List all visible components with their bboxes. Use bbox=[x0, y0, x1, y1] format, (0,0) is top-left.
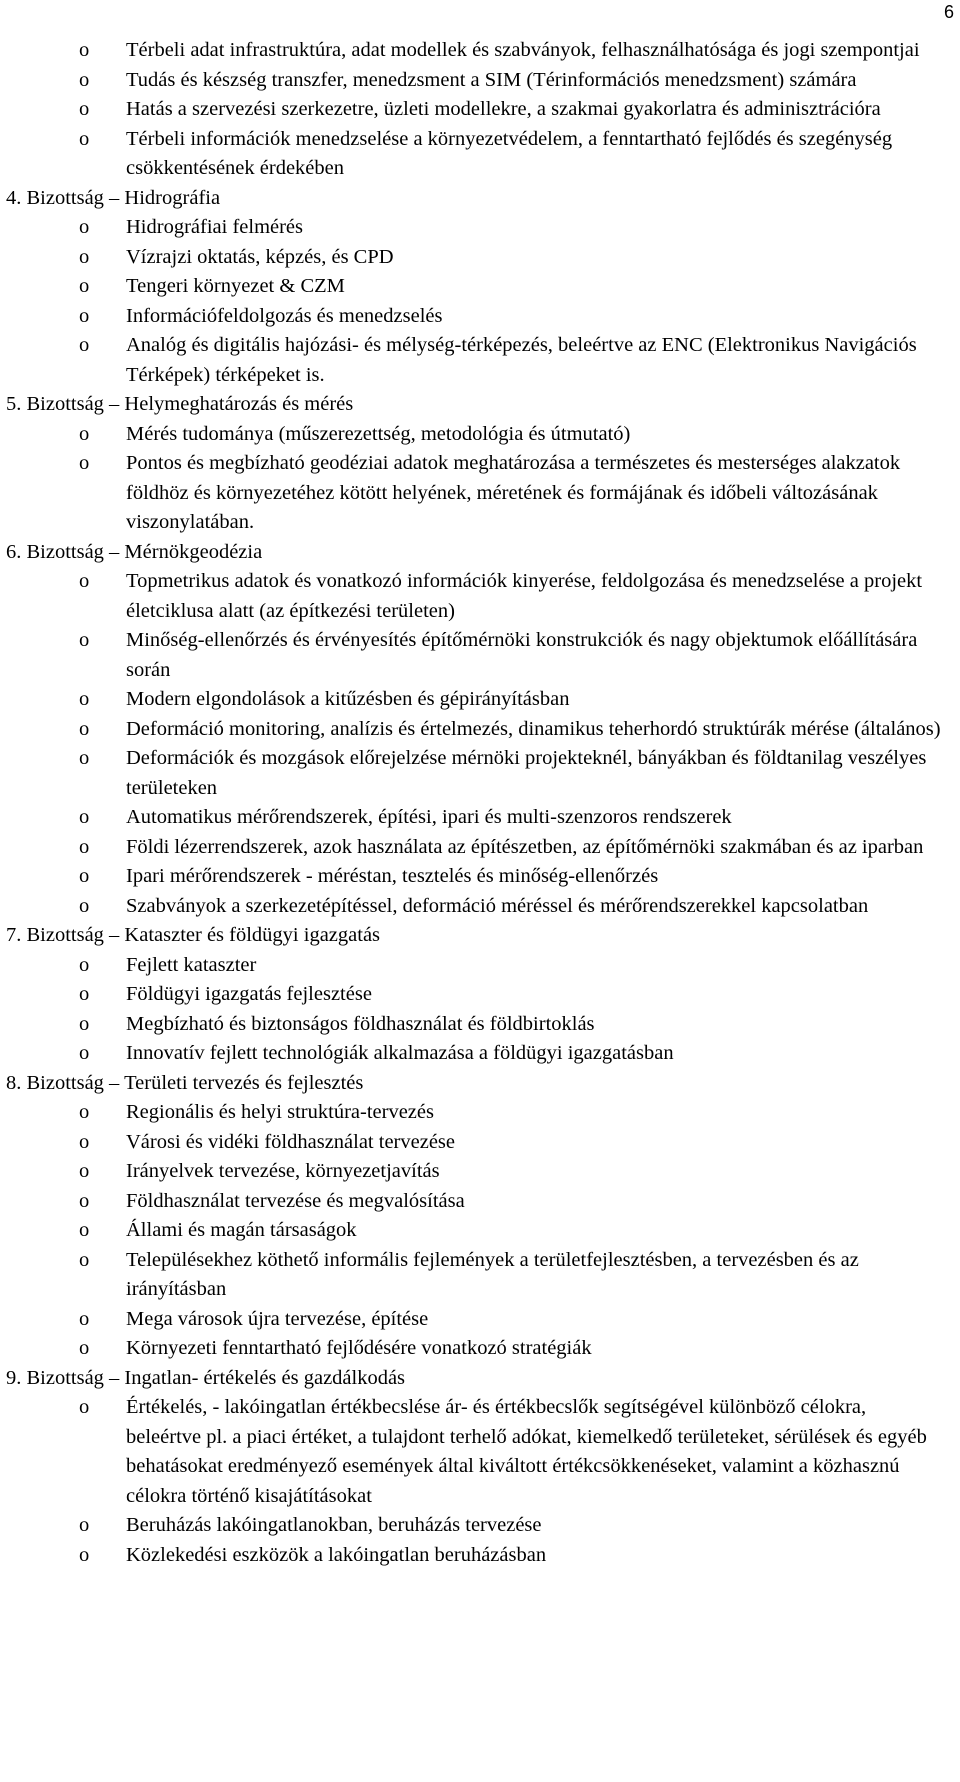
list-item-text: Közlekedési eszközök a lakóingatlan beruházásban bbox=[126, 1543, 547, 1566]
list-item-text: Modern elgondolások a kitűzésben és gépirányításban bbox=[126, 688, 570, 710]
list-item-text: Topmetrikus adatok és vonatkozó információk kinyerése, feldolgozása és menedzselése a projekt életciklusa alatt (az építkezési területen) bbox=[126, 570, 923, 622]
list-item-text: Vízrajzi oktatás, képzés, és CPD bbox=[126, 245, 394, 268]
bullet-icon: o bbox=[79, 304, 90, 327]
list-item bbox=[0, 715, 960, 745]
bullet-icon: o bbox=[79, 1219, 90, 1241]
section-heading: 6. Bizottság – Mérnökgeodézia bbox=[6, 540, 263, 563]
document-body bbox=[0, 36, 960, 1570]
list-item bbox=[0, 892, 960, 922]
list-item-text: Deformációk és mozgások előrejelzése mérnöki projekteknél, bányákban és földtanilag veszélyes területeken bbox=[126, 747, 927, 799]
list-item-text: Automatikus mérőrendszerek, építési, ipari és multi-szenzoros rendszerek bbox=[126, 806, 732, 828]
list-item-text: Állami és magán társaságok bbox=[126, 1219, 357, 1241]
bullet-icon: o bbox=[79, 1307, 90, 1330]
list-item-text: Információfeldolgozás és menedzselés bbox=[126, 304, 443, 327]
bullet-icon: o bbox=[79, 1337, 90, 1359]
list-item-text: Megbízható és biztonságos földhasználat és földbirtoklás bbox=[126, 1012, 595, 1035]
list-item bbox=[0, 1246, 960, 1305]
list-item bbox=[0, 833, 960, 863]
section-list bbox=[0, 1098, 960, 1364]
list-item-text: Minőség-ellenőrzés és érvényesítés építőmérnöki konstrukciók és nagy objektumok előállítására során bbox=[126, 629, 918, 681]
bullet-icon: o bbox=[79, 983, 90, 1005]
bullet-icon: o bbox=[79, 39, 90, 61]
bullet-icon: o bbox=[79, 422, 90, 445]
committee-section bbox=[0, 921, 960, 1069]
bullet-icon: o bbox=[79, 452, 90, 474]
bullet-icon: o bbox=[79, 747, 90, 769]
list-item bbox=[0, 243, 960, 273]
section-heading: 5. Bizottság – Helymeghatározás és mérés bbox=[6, 393, 354, 415]
list-item-text: Tudás és készség transzfer, menedzsment a SIM (Térinformációs menedzsment) számára bbox=[126, 68, 857, 91]
bullet-icon: o bbox=[79, 570, 90, 592]
list-item bbox=[0, 1393, 960, 1511]
list-item-text: Analóg és digitális hajózási- és mélység-térképezés, beleértve az ENC (Elektronikus Navigációs Térképek) térképeket is. bbox=[126, 334, 917, 386]
list-item bbox=[0, 272, 960, 302]
intro-list bbox=[0, 36, 960, 184]
bullet-icon: o bbox=[79, 1189, 90, 1212]
list-item bbox=[0, 1216, 960, 1246]
bullet-icon: o bbox=[79, 953, 90, 976]
list-item-text: Innovatív fejlett technológiák alkalmazása a földügyi igazgatásban bbox=[126, 1042, 674, 1064]
list-item-text: Szabványok a szerkezetépítéssel, deformáció méréssel és mérőrendszerekkel kapcsolatban bbox=[126, 894, 869, 917]
section-list bbox=[0, 1393, 960, 1570]
list-item-text: Regionális és helyi struktúra-tervezés bbox=[126, 1101, 434, 1123]
list-item-text: Mega városok újra tervezése, építése bbox=[126, 1307, 429, 1330]
list-item bbox=[0, 1334, 960, 1364]
committee-section bbox=[0, 1364, 960, 1571]
list-item-text: Tengeri környezet & CZM bbox=[126, 275, 345, 297]
bullet-icon: o bbox=[79, 1514, 90, 1536]
list-item bbox=[0, 66, 960, 96]
list-item-text: Értékelés, - lakóingatlan értékbecslése ár- és értékbecslők segítségével különböző célokra, beleértve pl. a piaci értéket, a tulajdont terhelő adókat, kiemelkedő területeket, sérülések és egyéb behatásokat eredményező események által kiváltott értékcsökkenéseket, valamint a közhasznú célokra történő kisajátításokat bbox=[126, 1396, 927, 1507]
section-list bbox=[0, 567, 960, 921]
committee-section bbox=[0, 1069, 960, 1364]
list-item bbox=[0, 36, 960, 66]
bullet-icon: o bbox=[79, 1543, 90, 1566]
list-item-text: Deformáció monitoring, analízis és értelmezés, dinamikus teherhordó struktúrák mérése (általános) bbox=[126, 717, 941, 740]
list-item-text: Földhasználat tervezése és megvalósítása bbox=[126, 1189, 465, 1212]
bullet-icon: o bbox=[79, 1042, 90, 1064]
list-item bbox=[0, 1305, 960, 1335]
list-item-text: Térbeli adat infrastruktúra, adat modellek és szabványok, felhasználhatósága és jogi szempontjai bbox=[126, 39, 920, 61]
bullet-icon: o bbox=[79, 1160, 90, 1182]
list-item bbox=[0, 1039, 960, 1069]
committee-section bbox=[0, 390, 960, 538]
list-item bbox=[0, 302, 960, 332]
section-heading: 9. Bizottság – Ingatlan- értékelés és gazdálkodás bbox=[6, 1366, 406, 1389]
section-list bbox=[0, 420, 960, 538]
bullet-icon: o bbox=[79, 216, 90, 238]
list-item bbox=[0, 951, 960, 981]
list-item bbox=[0, 449, 960, 538]
bullet-icon: o bbox=[79, 1248, 90, 1271]
list-item bbox=[0, 1128, 960, 1158]
list-item-text: Irányelvek tervezése, környezetjavítás bbox=[126, 1160, 440, 1182]
list-item-text: Városi és vidéki földhasználat tervezése bbox=[126, 1130, 456, 1153]
list-item-text: Térbeli információk menedzselése a környezetvédelem, a fenntartható fejlődés és szegénység csökkentésének érdekében bbox=[126, 127, 893, 179]
list-item bbox=[0, 744, 960, 803]
list-item-text: Földi lézerrendszerek, azok használata az építészetben, az építőmérnöki szakmában és az iparban bbox=[126, 835, 924, 858]
bullet-icon: o bbox=[79, 894, 90, 917]
section-list bbox=[0, 213, 960, 390]
committee-section bbox=[0, 184, 960, 391]
bullet-icon: o bbox=[79, 865, 90, 887]
bullet-icon: o bbox=[79, 334, 90, 356]
list-item-text: Ipari mérőrendszerek - méréstan, tesztelés és minőség-ellenőrzés bbox=[126, 865, 659, 887]
bullet-icon: o bbox=[79, 717, 90, 740]
list-item-text: Településekhez köthető informális fejlemények a területfejlesztésben, a tervezésben és az irányításban bbox=[126, 1248, 859, 1300]
list-item bbox=[0, 1010, 960, 1040]
list-item bbox=[0, 1187, 960, 1217]
list-item bbox=[0, 1098, 960, 1128]
list-item-text: Beruházás lakóingatlanokban, beruházás tervezése bbox=[126, 1514, 542, 1536]
list-item-text: Hatás a szervezési szerkezetre, üzleti modellekre, a szakmai gyakorlatra és adminisztrációra bbox=[126, 98, 881, 120]
list-item bbox=[0, 803, 960, 833]
section-heading: 8. Bizottság – Területi tervezés és fejlesztés bbox=[6, 1071, 364, 1094]
bullet-icon: o bbox=[79, 98, 90, 120]
list-item-text: Földügyi igazgatás fejlesztése bbox=[126, 983, 372, 1005]
section-list bbox=[0, 951, 960, 1069]
list-item bbox=[0, 420, 960, 450]
list-item bbox=[0, 1157, 960, 1187]
list-item bbox=[0, 95, 960, 125]
list-item bbox=[0, 1511, 960, 1541]
list-item bbox=[0, 685, 960, 715]
bullet-icon: o bbox=[79, 1012, 90, 1035]
bullet-icon: o bbox=[79, 127, 90, 150]
committee-section bbox=[0, 538, 960, 922]
bullet-icon: o bbox=[79, 1130, 90, 1153]
sections-container bbox=[0, 184, 960, 1571]
list-item-text: Hidrográfiai felmérés bbox=[126, 216, 304, 238]
list-item bbox=[0, 567, 960, 626]
list-item-text: Környezeti fenntartható fejlődésére vonatkozó stratégiák bbox=[126, 1337, 592, 1359]
list-item bbox=[0, 626, 960, 685]
list-item bbox=[0, 1541, 960, 1571]
list-item-text: Fejlett kataszter bbox=[126, 953, 257, 976]
bullet-icon: o bbox=[79, 245, 90, 268]
list-item bbox=[0, 980, 960, 1010]
list-item bbox=[0, 213, 960, 243]
bullet-icon: o bbox=[79, 275, 90, 297]
list-item bbox=[0, 125, 960, 184]
bullet-icon: o bbox=[79, 688, 90, 710]
list-item bbox=[0, 862, 960, 892]
page-number: 6 bbox=[943, 2, 954, 22]
bullet-icon: o bbox=[79, 1396, 90, 1418]
bullet-icon: o bbox=[79, 1101, 90, 1123]
bullet-icon: o bbox=[79, 629, 90, 651]
bullet-icon: o bbox=[79, 68, 90, 91]
section-heading: 4. Bizottság – Hidrográfia bbox=[6, 186, 221, 209]
bullet-icon: o bbox=[79, 835, 90, 858]
bullet-icon: o bbox=[79, 806, 90, 828]
list-item-text: Mérés tudománya (műszerezettség, metodológia és útmutató) bbox=[126, 422, 631, 445]
list-item bbox=[0, 331, 960, 390]
section-heading: 7. Bizottság – Kataszter és földügyi igazgatás bbox=[6, 924, 381, 946]
list-item-text: Pontos és megbízható geodéziai adatok meghatározása a természetes és mesterséges alakzatok földhöz és környezetéhez kötött helyének, méretének és formájának és időbeli változásának viszonylatában. bbox=[126, 452, 901, 533]
